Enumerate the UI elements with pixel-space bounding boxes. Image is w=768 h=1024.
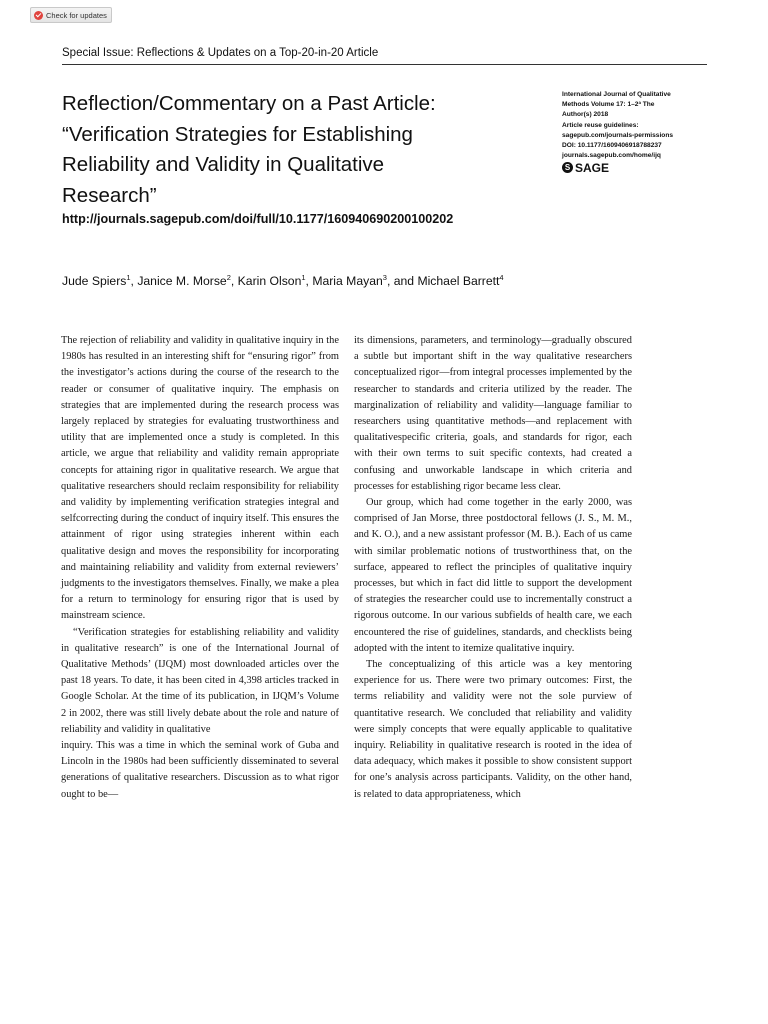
author-name: Jude Spiers <box>62 274 127 289</box>
author-separator: , <box>305 274 313 289</box>
article-title: Reflection/Commentary on a Past Article: “Verification Strategies for Establishing Reliability and Validity in Qualitative Research” <box>62 92 436 207</box>
body-paragraph: The conceptualizing of this article was a key mentoring experience for us. There were two primary outcomes: First, the terms reliability and validity were not the sole purview of quantitative research. We concluded that reliability and validity were simply concepts that were equally applicable to qualitative inquiry. Reliability in qualitative research is rooted in the idea of data adequacy, which makes it possible to show consistent support for one’s analysis across participants. Validity, on the other hand, is related to data appropriateness, which <box>354 659 632 800</box>
author-separator: , <box>130 274 138 289</box>
meta-line: International Journal of Qualitative <box>562 91 671 98</box>
author-affiliation: 2 <box>226 273 231 282</box>
abstract-paragraph: The rejection of reliability and validity in qualitative inquiry in the 1980s has resulted in an interesting shift for “ensuring rigor” from the investigator’s actions during the course of the research to the reader or consumer of qualitative inquiry. The emphasis on strategies that are implemented during the research process was largely replaced by strategies for evaluating trustworthiness and utility that are implemented once a study is completed. In this article, we argue that reliability and validity remain appropriate concepts for attaining rigor in qualitative research. We argue that qualitative researchers should reclaim responsibility for reliability and validity by implementing verification strategies integral and selfcorrecting during the conduct of inquiry itself. This ensures the attainment of rigor using strategies inherent within each qualitative design and moves the responsibility for incorporating and maintaining reliability and validity from external reviewers’ judgments to the investigators themselves. Finally, we make a plea for a return to terminology for ensuring rigor that is used by mainstream science. <box>61 335 339 622</box>
meta-line: Author(s) 2018 <box>562 111 609 119</box>
meta-line[interactable]: journals.sagepub.com/home/ijq <box>562 152 661 160</box>
author-separator: , <box>230 274 238 289</box>
author-separator: , and <box>386 274 418 289</box>
body-paragraph: Our group, which had come together in the early 2000, was comprised of Jan Morse, three postdoctoral fellows (J. S., M. M., and K. O.), and a new assistant professor (M. B.). Each of us came with similar problematic notions of trustworthiness that, on the surface, appeared to reflect the principles of qualitative inquiry processes, but which in fact did little to support the development of strategies the researcher could use to incrementally construct a rigorous outcome. In our various subfields of health care, we each encountered the rise of guidelines, standards, and checklists being adopted with the intent to itemize qualitative inquiry. <box>354 497 632 654</box>
sage-s-icon: S <box>562 162 573 173</box>
author-list <box>62 273 504 288</box>
meta-line: Article reuse guidelines: <box>562 121 639 129</box>
author-name: Maria Mayan <box>312 274 383 289</box>
meta-line: DOI: 10.1177/1609406918788237 <box>562 142 662 150</box>
check-for-updates-label: Check for updates <box>46 10 107 20</box>
body-paragraph: inquiry. This was a time in which the seminal work of Guba and Lincoln in the 1980s had been sufficiently disseminated to several generations of qualitative researchers. Discussion as to what rigor ought to be— <box>61 740 339 800</box>
publisher-name: SAGE <box>575 160 610 175</box>
sage-logo <box>562 162 712 173</box>
meta-line: Methods Volume 17: 1–2ª The <box>562 101 655 109</box>
article-url[interactable]: http://journals.sagepub.com/doi/full/10.1177/160940690200100202 <box>62 212 454 226</box>
meta-line[interactable]: sagepub.com/journals-permissions <box>562 131 674 139</box>
header-divider <box>62 64 707 65</box>
author-affiliation: 3 <box>382 273 387 282</box>
special-issue-header: Special Issue: Reflections & Updates on a Top-20-in-20 Article <box>62 47 379 59</box>
author-affiliation: 1 <box>126 273 131 282</box>
author-affiliation: 1 <box>301 273 306 282</box>
check-for-updates-badge[interactable] <box>30 7 112 23</box>
author-name: Janice M. Morse <box>137 274 227 289</box>
author-name: Karin Olson <box>237 274 302 289</box>
body-paragraph: “Verification strategies for establishing reliability and validity in qualitative research” is one of the International Journal of Qualitative Methods’ (IJQM) most downloaded articles over the past 18 years. To date, it has been cited in 4,398 articles tracked in Google Scholar. At the time of its publication, in IJQM’s Volume 2 in 2002, there was still lively debate about the role and nature of reliability and validity in qualitative <box>61 626 339 735</box>
journal-meta <box>562 90 712 173</box>
body-paragraph: its dimensions, parameters, and terminology—gradually obscured a subtle but important shift in the way qualitative researchers conceptualized rigor—from integral processes implemented by the researcher to standards and criteria utilized by the reader. The marginalization of reliability and validity—language familiar to researchers using quantitative methods—and replacement with qualitativespecific criteria, goals, and standards for rigor, each with their own terms to suit specific contexts, had created a confusing and unworkable landscape in which criteria and processes for establishing rigor became less clear. <box>354 335 632 492</box>
author-name: Michael Barrett <box>417 274 500 289</box>
author-affiliation: 4 <box>499 273 504 282</box>
check-updates-icon <box>34 11 43 20</box>
body-column-left <box>61 333 339 803</box>
body-column-right <box>354 333 632 803</box>
